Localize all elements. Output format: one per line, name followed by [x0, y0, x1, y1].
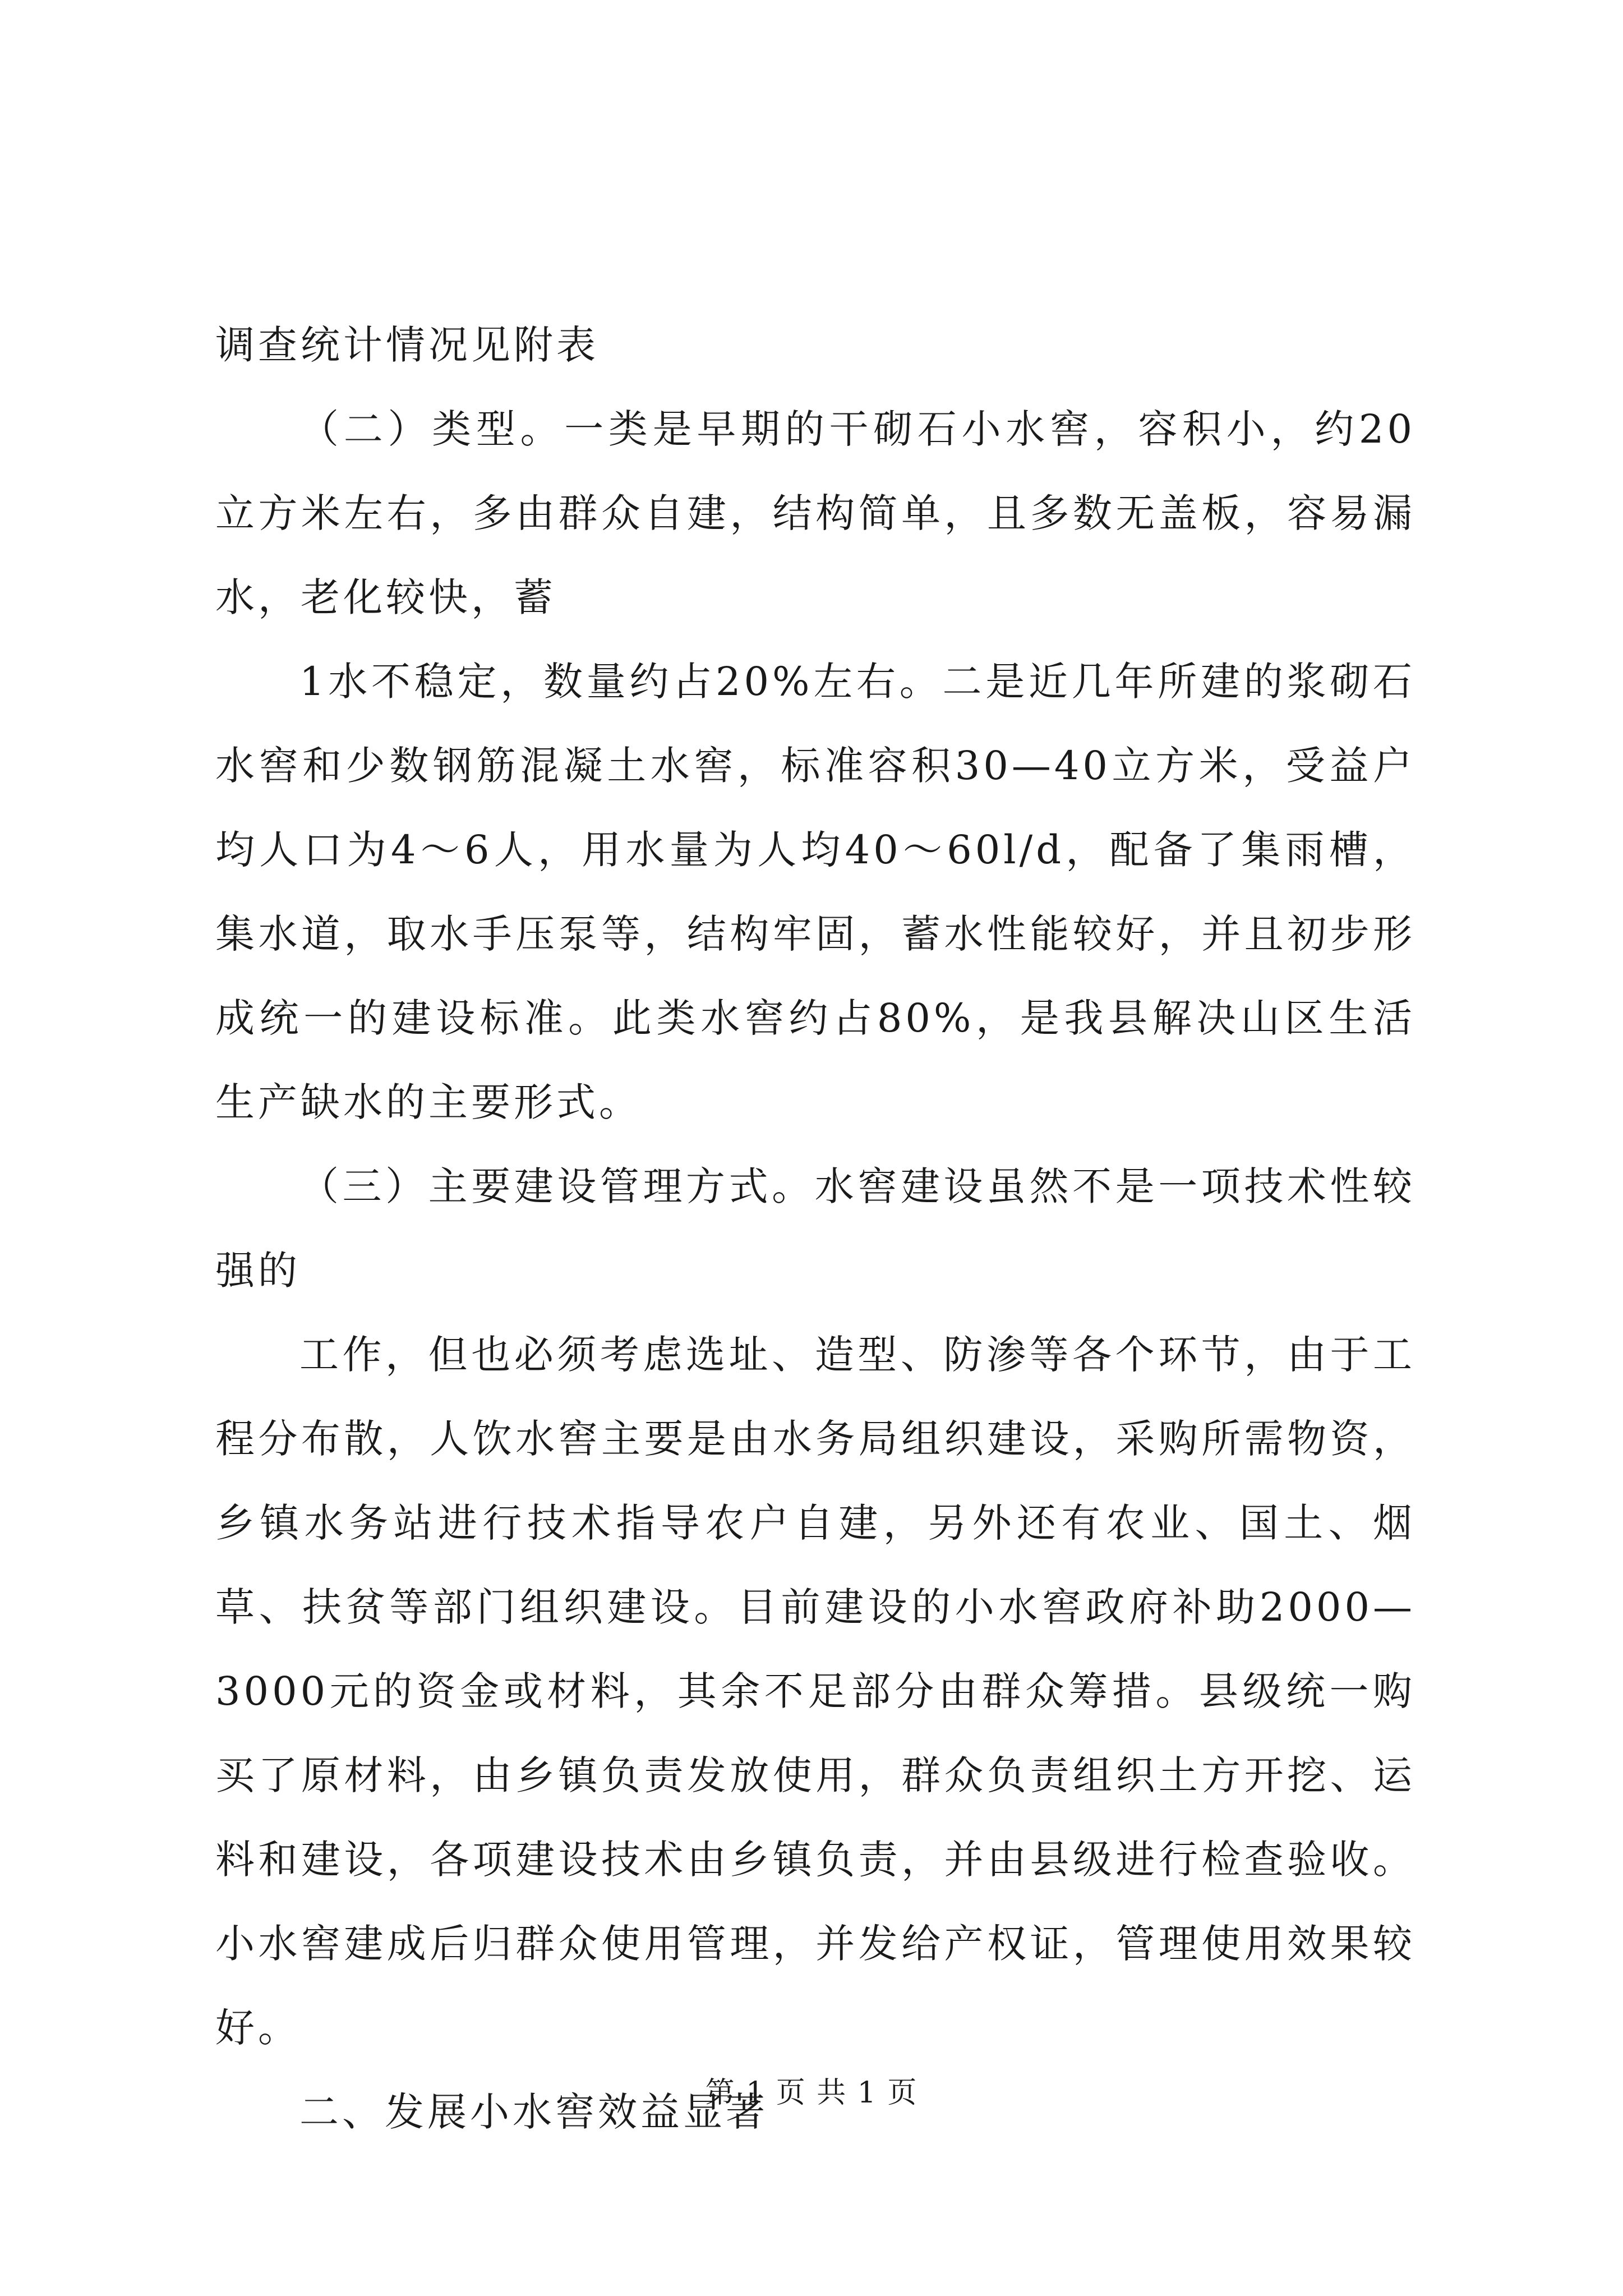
page-number-footer: 第 1 页 共 1 页	[705, 2076, 918, 2110]
paragraph-types-continued: 1水不稳定，数量约占20%左右。二是近几年所建的浆砌石水窖和少数钢筋混凝土水窖，标准容积30—40立方米，受益户均人口为4～6人，用水量为人均40～60l/d，配备了集雨槽，集水道，取水手压泵等，结构牢固，蓄水性能较好，并且初步形成统一的建设标准。此类水窖约占80%，是我县解决山区生活生产缺水的主要形式。	[215, 659, 1415, 1125]
section-heading-benefits: 二、发展小水窖效益显著	[299, 2089, 768, 2135]
paragraph-types: （二）类型。一类是早期的干砌石小水窖，容积小，约20立方米左右，多由群众自建，结构简单，且多数无盖板，容易漏水，老化较快，蓄	[215, 406, 1415, 620]
document-body	[215, 303, 1415, 2154]
paragraph-management-heading: （三）主要建设管理方式。水窖建设虽然不是一项技术性较强的	[215, 1163, 1415, 1294]
paragraph-survey-note: 调查统计情况见附表	[215, 322, 599, 368]
paragraph-management-body: 工作，但也必须考虑选址、造型、防渗等各个环节，由于工程分布散，人饮水窖主要是由水务局组织建设，采购所需物资，乡镇水务站进行技术指导农户自建，另外还有农业、国土、烟草、扶贫等部门组织建设。目前建设的小水窖政府补助2000—3000元的资金或材料，其余不足部分由群众筹措。县级统一购买了原材料，由乡镇负责发放使用，群众负责组织土方开挖、运料和建设，各项建设技术由乡镇负责，并由县级进行检查验收。小水窖建成后归群众使用管理，并发给产权证，管理使用效果较好。	[215, 1332, 1415, 2051]
